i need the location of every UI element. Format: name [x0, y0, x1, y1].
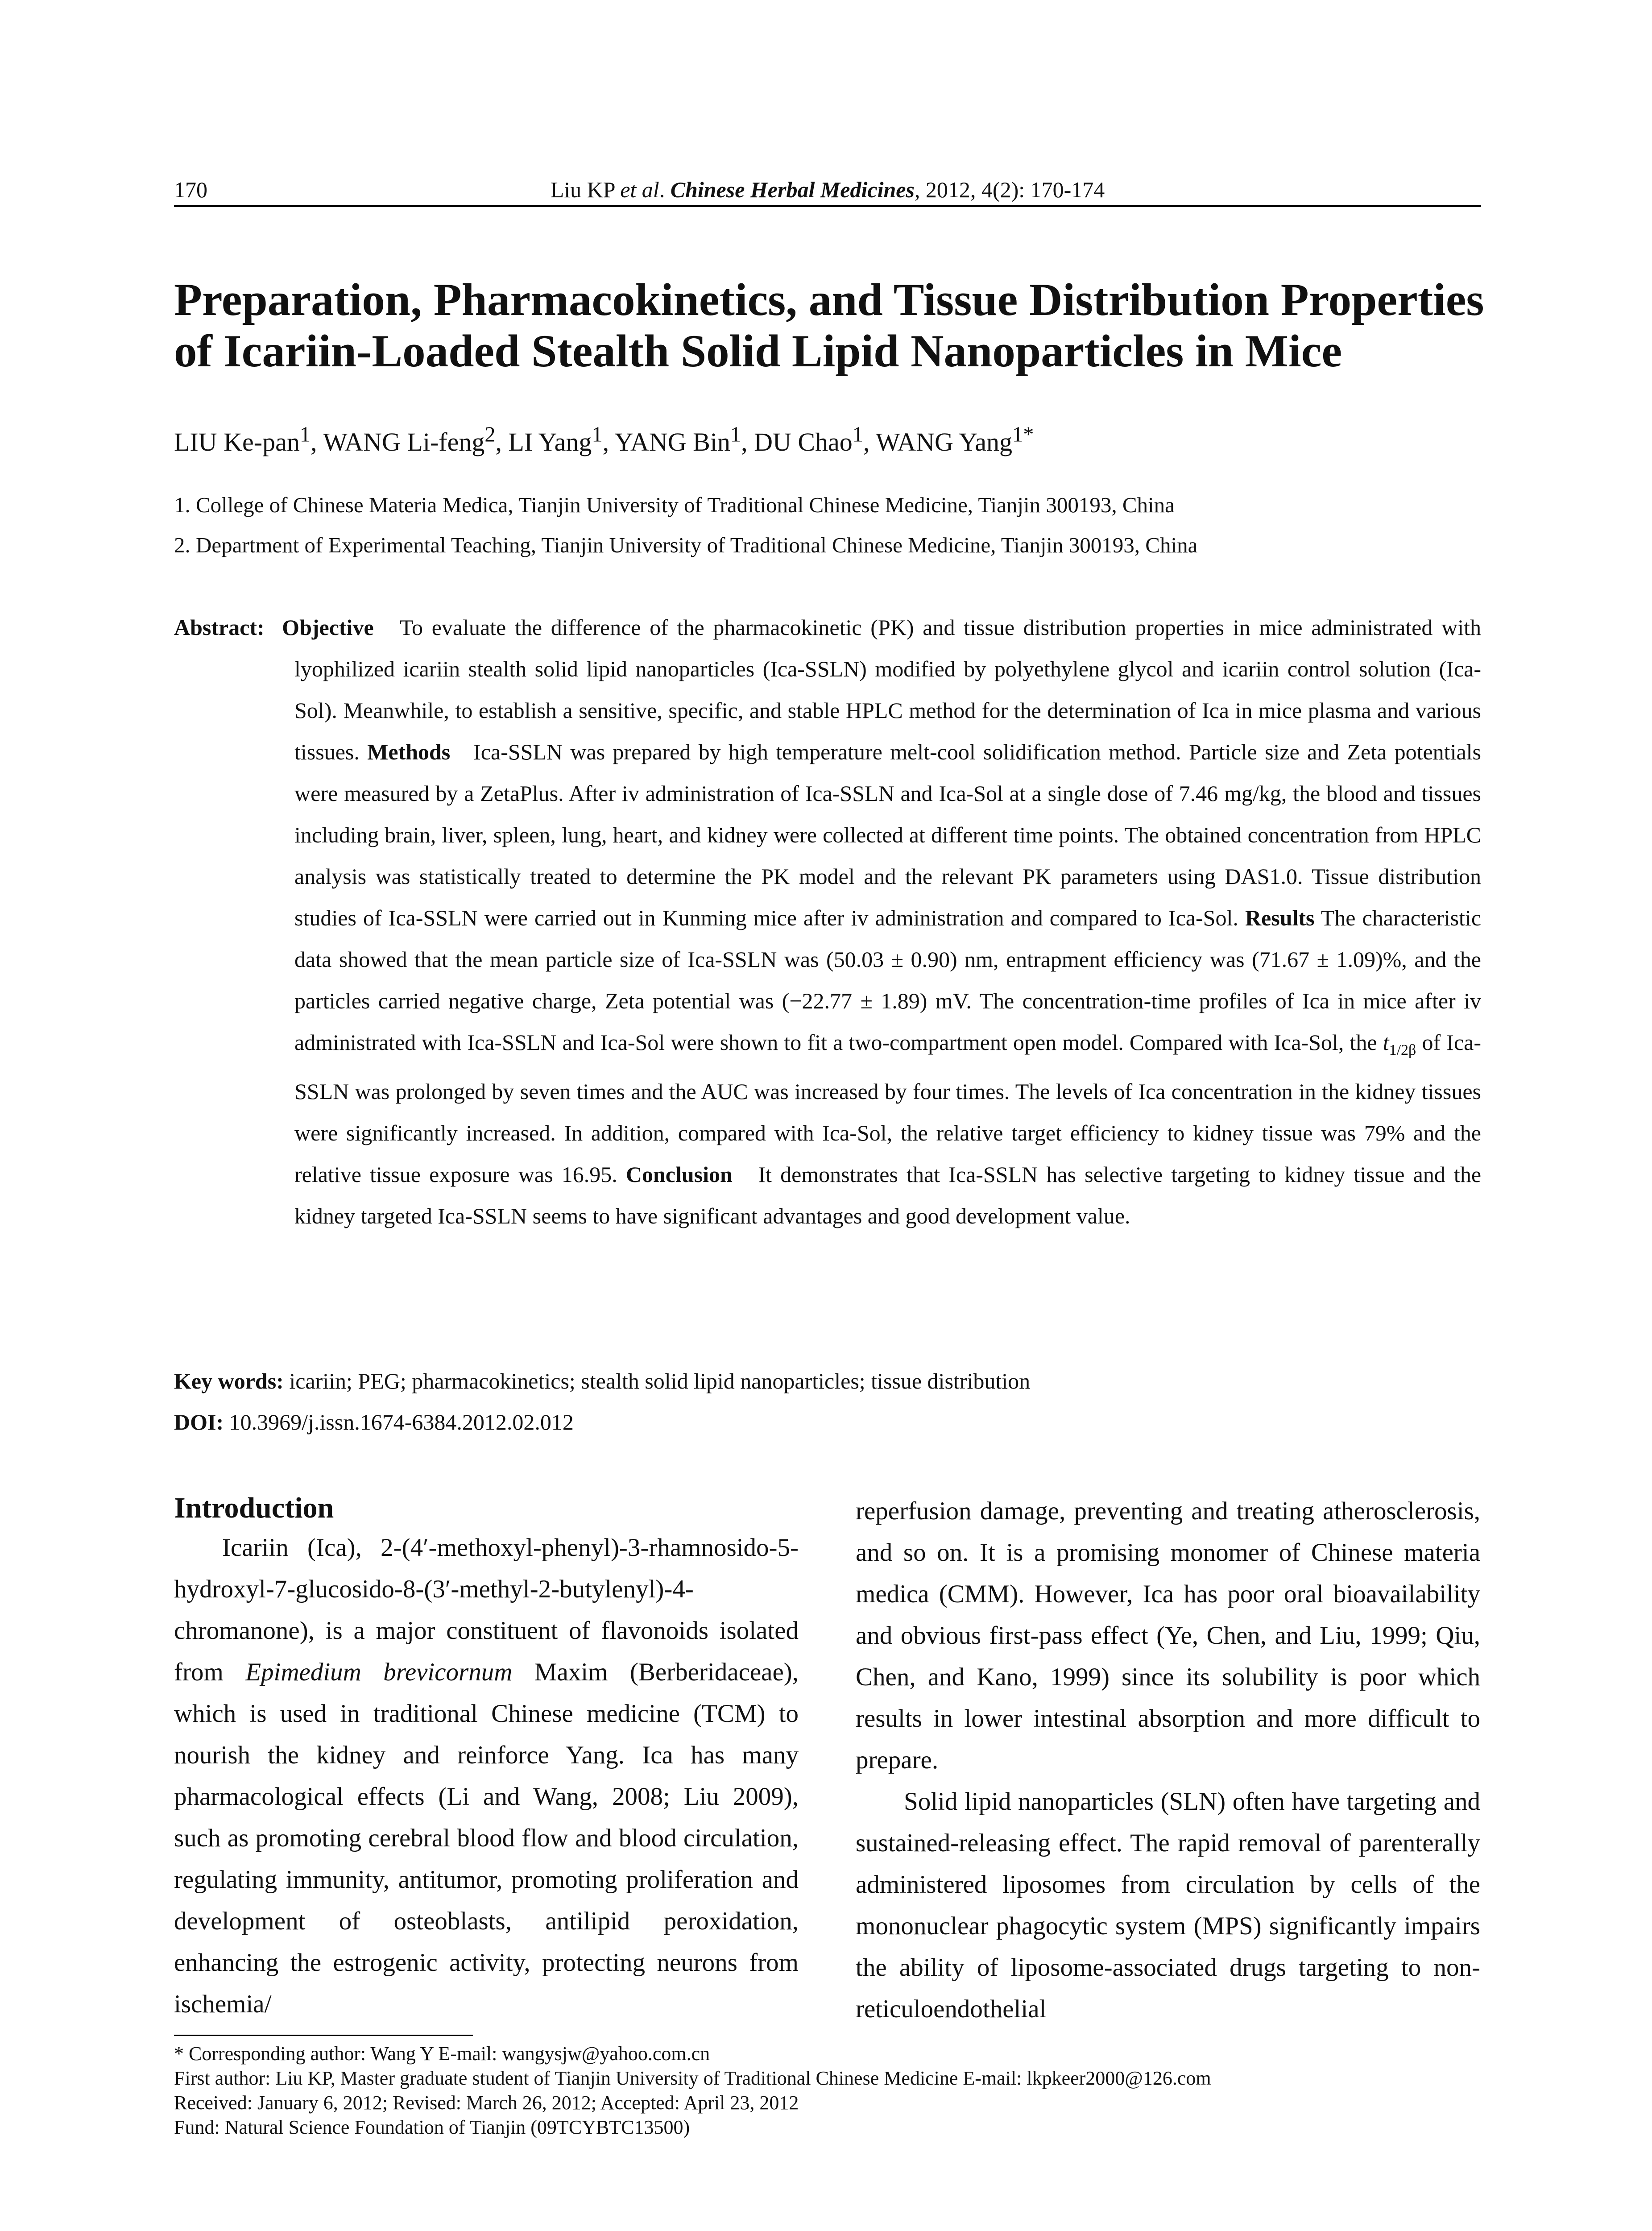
doi-text: 10.3969/j.issn.1674-6384.2012.02.012: [229, 1410, 574, 1435]
doi: [174, 1406, 1490, 1438]
footnote-first-author: First author: Liu KP, Master graduate student of Tianjin University of Traditional Chinese Medicine E-mail: lkpkeer2000@126.com: [174, 2067, 1211, 2089]
species-name: Epimedium brevicornum: [245, 1658, 513, 1686]
footnote-divider: [174, 2035, 473, 2036]
keywords-label: Key words:: [174, 1368, 284, 1393]
left-column: [174, 1490, 799, 2025]
introduction-heading: Introduction: [174, 1492, 334, 1524]
author: LIU Ke-pan$^1$,: [174, 423, 323, 457]
keywords-text: icariin; PEG; pharmacokinetics; stealth solid lipid nanoparticles; tissue distribution: [289, 1368, 1031, 1393]
author: WANG Li-feng$^2$,: [323, 423, 509, 457]
results-text-b: of Ica-SSLN was prolonged by seven times and the AUC was increased by four times. The levels of Ica concentration in the kidney tissues were significantly increased. In addition, compared with Ica-Sol, the relative target efficiency to kidney tissue was 79% and the relative tissue exposure was 16.95.: [294, 1030, 1481, 1187]
abstract-label: Abstract:: [174, 615, 265, 640]
journal-suffix: , 2012, 4(2): 170-174: [914, 177, 1105, 202]
journal-etal: et al: [620, 177, 659, 202]
page-number: 170: [174, 177, 207, 202]
journal-prefix: Liu KP: [550, 177, 621, 202]
abstract-body: [174, 607, 1481, 1237]
author: LI Yang$^1$,: [508, 423, 615, 457]
conclusion-label: Conclusion: [625, 1162, 733, 1187]
author: DU Chao$^1$,: [754, 423, 876, 457]
abstract: [174, 607, 1481, 1237]
footnote-fund: Fund: Natural Science Foundation of Tianjin (09TCYBTC13500): [174, 2116, 690, 2138]
results-text-a: The characteristic data showed that the mean particle size of Ica-SSLN was (50.03 ± 0.90) nm, entrapment efficiency was (71.67 ± 1.09)%, and the particles carried negative charge, Zeta potential was (−22.77 ± 1.89) mV. The concentration-time profiles of Ica in mice after iv administrated with Ica-SSLN and Ica-Sol were shown to fit a two-compartment open model. Compared with Ica-Sol, the: [294, 905, 1482, 1055]
footnote-dates: Received: January 6, 2012; Revised: March 26, 2012; Accepted: April 23, 2012: [174, 2092, 799, 2114]
article-title: [174, 274, 1490, 377]
title-line-2: of Icariin-Loaded Stealth Solid Lipid Nanoparticles in Mice: [174, 326, 1342, 377]
journal-dot: .: [659, 177, 671, 202]
results-t: t: [1383, 1030, 1389, 1055]
keywords: [174, 1365, 1490, 1397]
journal-citation: [174, 177, 1481, 203]
author: WANG Yang$^{1*}$: [875, 423, 1034, 457]
author: YANG Bin$^1$,: [614, 423, 754, 457]
footnote-corresponding: * Corresponding author: Wang Y E-mail: wangysjw@yahoo.com.cn: [174, 2043, 710, 2065]
affiliation-2: 2. Department of Experimental Teaching, Tianjin University of Traditional Chinese Medicine, Tianjin 300193, China: [174, 533, 1198, 557]
running-header: [174, 173, 1481, 207]
methods-label: Methods: [367, 739, 451, 764]
author-list: [174, 417, 1490, 460]
methods-text: Ica-SSLN was prepared by high temperature melt-cool solidification method. Particle size and Zeta potentials were measured by a ZetaPlus. After iv administration of Ica-SSLN and Ica-Sol at a single dose of 7.46 mg/kg, the blood and tissues including brain, liver, spleen, lung, heart, and kidney were collected at different time points. The obtained concentration from HPLC analysis was statistically treated to determine the PK model and the relevant PK parameters using DAS1.0. Tissue distribution studies of Ica-SSLN were carried out in Kunming mice after iv administration and compared to Ica-Sol.: [294, 739, 1482, 930]
objective-text: To evaluate the difference of the pharmacokinetic (PK) and tissue distribution properties in mice administrated with lyophilized icariin stealth solid lipid nanoparticles (Ica-SSLN) modified by polyethylene glycol and icariin control solution (Ica-Sol). Meanwhile, to establish a sensitive, specific, and stable HPLC method for the determination of Ica in mice plasma and various tissues.: [294, 615, 1481, 764]
objective-label: Objective: [282, 615, 374, 640]
footnotes: [174, 2041, 1490, 2140]
intro-paragraph-2: Solid lipid nanoparticles (SLN) often have targeting and sustained-releasing effect. The rapid removal of parenterally administered liposomes from circulation by cells of the mononuclear phagocytic system (MPS) significantly impairs the ability of liposome-associated drugs targeting to non-reticuloendothelial: [856, 1787, 1480, 2023]
journal-name: Chinese Herbal Medicines: [670, 177, 915, 202]
results-label: Results: [1245, 905, 1315, 930]
intro-paragraph-1-cont: reperfusion damage, preventing and treating atherosclerosis, and so on. It is a promising monomer of Chinese materia medica (CMM). However, Ica has poor oral bioavailability and obvious first-pass effect (Ye, Chen, and Liu, 1999; Qiu, Chen, and Kano, 1999) since its solubility is poor which results in lower intestinal absorption and more difficult to prepare.: [856, 1497, 1480, 1774]
title-line-1: Preparation, Pharmacokinetics, and Tissue Distribution Properties: [174, 274, 1484, 325]
affiliation-1: 1. College of Chinese Materia Medica, Tianjin University of Traditional Chinese Medicine, Tianjin 300193, China: [174, 493, 1175, 517]
conclusion-text: It demonstrates that Ica-SSLN has selective targeting to kidney tissue and the kidney targeted Ica-SSLN seems to have significant advantages and good development value.: [294, 1162, 1482, 1228]
intro-paragraph-1: Icariin (Ica), 2-(4′-methoxyl-phenyl)-3-rhamnosido-5-hydroxyl-7-glucosido-8-(3′-methyl-2-butylenyl)-4-chromanone), is a major constituent of flavonoids isolated from Epimedium brevicornum Maxim (Berberidaceae), which is used in traditional Chinese medicine (TCM) to nourish the kidney and reinforce Yang. Ica has many pharmacological effects (Li and Wang, 2008; Liu 2009), such as promoting cerebral blood flow and blood circulation, regulating immunity, antitumor, promoting proliferation and development of osteoblasts, antilipid peroxidation, enhancing the estrogenic activity, protecting neurons from ischemia/: [174, 1534, 799, 2018]
doi-label: DOI:: [174, 1410, 224, 1435]
right-column: [856, 1490, 1480, 2030]
results-t-sub: 1/2β: [1389, 1042, 1416, 1058]
